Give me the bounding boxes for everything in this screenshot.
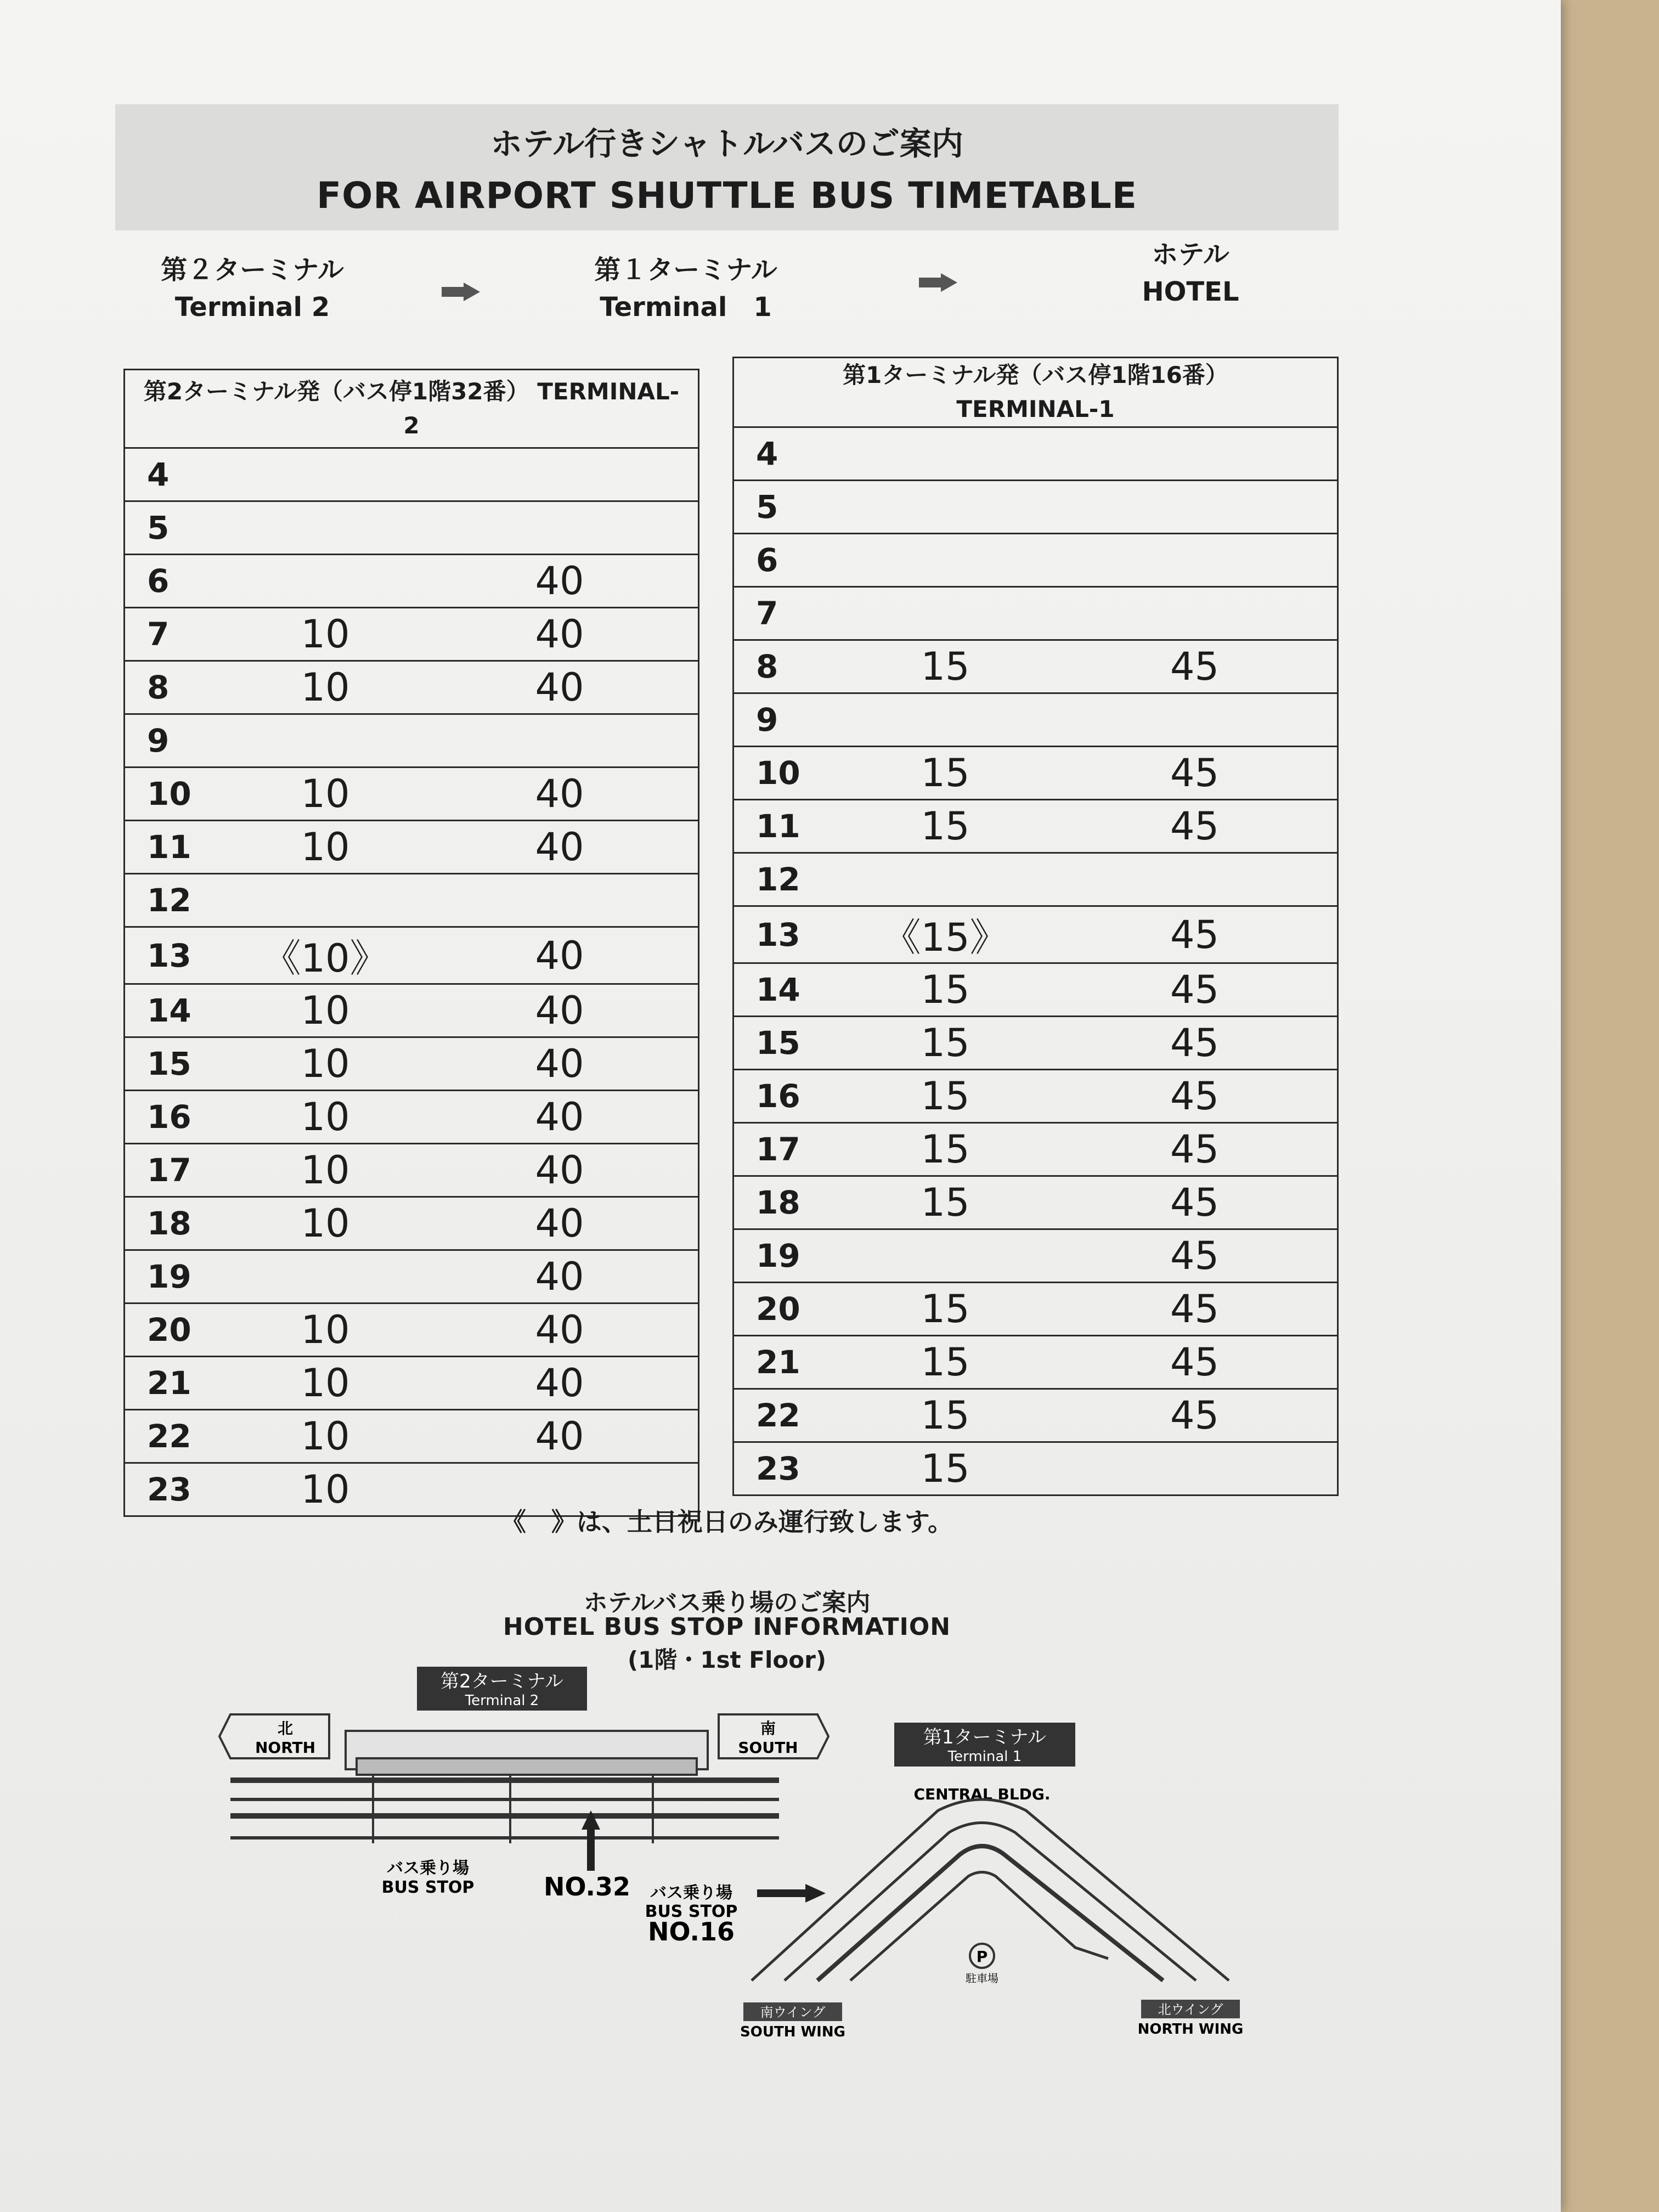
north-wing-label-en: NORTH WING <box>1137 2021 1244 2038</box>
table-row <box>125 768 699 821</box>
table-row <box>125 1037 699 1091</box>
hour-cell: 21 <box>756 1344 800 1381</box>
north-label-en: NORTH <box>255 1739 316 1757</box>
table-cell <box>125 874 699 927</box>
hour-cell: 8 <box>756 648 778 685</box>
timetable-header <box>733 358 1338 427</box>
table-row <box>733 1123 1338 1176</box>
central-building-label: CENTRAL BLDG. <box>913 1785 1051 1803</box>
hour-cell: 23 <box>147 1471 191 1508</box>
terminal1-label-en: Terminal 1 <box>947 1748 1022 1765</box>
table-cell <box>733 963 1338 1017</box>
minute-cell-second: 45 <box>1170 644 1220 689</box>
terminal2-label-en: Terminal 2 <box>465 1692 539 1709</box>
hour-cell: 7 <box>147 616 170 653</box>
minute-cell-first: 10 <box>301 1148 350 1193</box>
route-stop-jp: ホテル <box>1152 239 1229 270</box>
table-cell <box>125 448 699 501</box>
table-cell <box>733 1336 1338 1389</box>
table-row <box>733 1229 1338 1283</box>
minute-cell-second: 45 <box>1170 1286 1220 1331</box>
table-cell <box>125 821 699 874</box>
hour-cell: 11 <box>147 828 191 866</box>
north-wing-label-jp: 北ウイング <box>1158 2002 1223 2017</box>
minute-cell-second: 45 <box>1170 804 1220 849</box>
route-stop-en: Terminal 2 <box>174 292 330 323</box>
minute-cell-second: 40 <box>535 612 584 657</box>
minute-cell-first: 《15》 <box>882 915 1008 960</box>
table-row <box>125 555 699 608</box>
table-row <box>125 1144 699 1197</box>
timetable-terminal1 <box>732 357 1339 1496</box>
hour-cell: 8 <box>147 669 170 706</box>
table-row <box>733 963 1338 1017</box>
hour-cell: 12 <box>147 882 191 919</box>
table-cell <box>733 1123 1338 1176</box>
table-row <box>125 874 699 927</box>
hour-cell: 14 <box>147 992 191 1029</box>
hour-cell: 4 <box>147 456 170 493</box>
table-row <box>733 1336 1338 1389</box>
parking-label-jp: 駐車場 <box>966 1972 998 1985</box>
hour-cell: 5 <box>147 509 170 546</box>
table-cell <box>125 1037 699 1091</box>
table-cell <box>125 1357 699 1410</box>
minute-cell-first: 10 <box>301 988 350 1033</box>
header-line1: 第2ターミナル発（バス停1階32番） TERMINAL- <box>143 378 680 405</box>
hour-cell: 6 <box>147 562 170 600</box>
table-cell <box>733 427 1338 481</box>
route-stop-jp: 第１ターミナル <box>594 255 777 285</box>
minute-cell-second: 40 <box>535 1254 584 1299</box>
hour-cell: 19 <box>147 1258 191 1295</box>
table-cell <box>125 927 699 984</box>
hour-cell: 13 <box>756 916 800 953</box>
hour-cell: 10 <box>147 775 191 812</box>
minute-cell-second: 40 <box>535 825 584 870</box>
table-cell <box>733 587 1338 640</box>
table-row <box>733 747 1338 800</box>
timetable-terminal2 <box>123 369 699 1517</box>
minute-cell-first: 15 <box>921 1020 970 1065</box>
hour-cell: 22 <box>147 1418 191 1455</box>
table-cell <box>733 1283 1338 1336</box>
table-row <box>125 1091 699 1144</box>
hour-cell: 9 <box>756 701 778 738</box>
hour-cell: 20 <box>147 1311 191 1348</box>
minute-cell-second: 45 <box>1170 1074 1220 1119</box>
bus-stop-title-en: HOTEL BUS STOP INFORMATION <box>503 1613 951 1641</box>
table-row <box>125 1197 699 1250</box>
table-cell <box>125 1250 699 1304</box>
route-stop-en: Terminal 1 <box>600 292 772 323</box>
bus-stop-map <box>208 1651 1278 2057</box>
table-row <box>125 821 699 874</box>
hour-cell: 16 <box>756 1077 800 1115</box>
table-cell <box>733 1442 1338 1496</box>
table-row <box>125 661 699 714</box>
minute-cell-first: 15 <box>921 967 970 1012</box>
hour-cell: 7 <box>756 595 778 632</box>
table-row <box>125 448 699 501</box>
minute-cell-first: 15 <box>921 1074 970 1119</box>
table-row <box>733 1070 1338 1123</box>
table-row <box>125 984 699 1037</box>
table-cell <box>733 534 1338 587</box>
route-stop-jp: 第２ターミナル <box>161 255 344 285</box>
minute-cell-second: 45 <box>1170 1127 1220 1172</box>
minute-cell-first: 15 <box>921 1340 970 1385</box>
hour-cell: 10 <box>756 754 800 792</box>
hour-cell: 20 <box>756 1290 800 1328</box>
table-cell <box>733 1176 1338 1229</box>
table-cell <box>733 1229 1338 1283</box>
minute-cell-second: 40 <box>535 1361 584 1406</box>
minute-cell-first: 《10》 <box>262 936 388 981</box>
bus-stop-label-jp: バス乗り場 <box>650 1883 732 1903</box>
minute-cell-first: 10 <box>301 1467 350 1512</box>
table-cell <box>733 481 1338 534</box>
minute-cell-first: 15 <box>921 1393 970 1438</box>
title-english: FOR AIRPORT SHUTTLE BUS TIMETABLE <box>317 174 1137 217</box>
hour-cell: 12 <box>756 861 800 898</box>
arrow-right-icon <box>757 1884 826 1903</box>
table-row <box>733 534 1338 587</box>
table-row <box>733 1389 1338 1442</box>
table-cell <box>733 800 1338 853</box>
table-row <box>733 1176 1338 1229</box>
minute-cell-first: 10 <box>301 1414 350 1459</box>
table-cell <box>733 640 1338 693</box>
table-cell <box>125 661 699 714</box>
weekend-note: 《 》は、土日祝日のみ運行致します。 <box>500 1507 953 1537</box>
table-cell <box>125 768 699 821</box>
hour-cell: 18 <box>756 1184 800 1221</box>
table-row <box>733 640 1338 693</box>
table-row <box>125 501 699 555</box>
minute-cell-first: 15 <box>921 804 970 849</box>
hour-cell: 15 <box>756 1024 800 1062</box>
hour-cell: 4 <box>756 435 778 472</box>
minute-cell-first: 10 <box>301 1307 350 1352</box>
table-cell <box>125 1410 699 1463</box>
table-row <box>125 1304 699 1357</box>
minute-cell-first: 10 <box>301 1361 350 1406</box>
minute-cell-second: 45 <box>1170 751 1220 795</box>
minute-cell-first: 15 <box>921 1446 970 1491</box>
route-stop-en: HOTEL <box>1142 276 1239 307</box>
table-row <box>733 1442 1338 1496</box>
minute-cell-first: 15 <box>921 751 970 795</box>
table-cell <box>733 1070 1338 1123</box>
table-cell <box>125 1304 699 1357</box>
minute-cell-second: 45 <box>1170 1180 1220 1225</box>
minute-cell-first: 15 <box>921 1127 970 1172</box>
table-cell <box>125 501 699 555</box>
table-row <box>733 587 1338 640</box>
hour-cell: 9 <box>147 722 170 759</box>
hour-cell: 11 <box>756 808 800 845</box>
hour-cell: 19 <box>756 1237 800 1274</box>
table-row <box>125 714 699 768</box>
table-row <box>125 1357 699 1410</box>
hour-cell: 15 <box>147 1045 191 1082</box>
hour-cell: 23 <box>756 1450 800 1487</box>
table-cell <box>733 853 1338 906</box>
minute-cell-first: 10 <box>301 771 350 816</box>
bus-stop-floor: (1階・1st Floor) <box>627 1646 827 1673</box>
bus-stop-label-en: BUS STOP <box>645 1902 738 1921</box>
route-stop-terminal1 <box>571 251 801 326</box>
table-cell <box>733 906 1338 963</box>
hour-cell: 21 <box>147 1364 191 1402</box>
minute-cell-first: 15 <box>921 1286 970 1331</box>
table-cell <box>125 1197 699 1250</box>
terminal2-label-jp: 第2ターミナル <box>441 1671 563 1692</box>
minute-cell-first: 10 <box>301 1041 350 1086</box>
header-line2: TERMINAL-1 <box>956 396 1115 422</box>
stop-number-16: NO.16 <box>647 1917 735 1946</box>
minute-cell-first: 10 <box>301 612 350 657</box>
minute-cell-first: 10 <box>301 1201 350 1246</box>
table-row <box>733 906 1338 963</box>
parking-symbol: P <box>976 1948 988 1966</box>
route-stop-terminal2 <box>137 251 368 326</box>
minute-cell-second: 45 <box>1170 1393 1220 1438</box>
table-cell <box>733 747 1338 800</box>
arrow-right-icon <box>442 283 480 301</box>
table-row <box>733 800 1338 853</box>
minute-cell-second: 40 <box>535 1041 584 1086</box>
table-row <box>733 693 1338 747</box>
minute-cell-second: 40 <box>535 558 584 603</box>
minute-cell-first: 10 <box>301 825 350 870</box>
table-row <box>733 481 1338 534</box>
north-label-jp: 北 <box>277 1719 294 1737</box>
table-cell <box>125 555 699 608</box>
hour-cell: 5 <box>756 488 778 526</box>
table-cell <box>125 984 699 1037</box>
minute-cell-second: 45 <box>1170 1020 1220 1065</box>
hour-cell: 18 <box>147 1205 191 1242</box>
south-wing-label-jp: 南ウイング <box>760 2005 826 2020</box>
minute-cell-second: 45 <box>1170 1233 1220 1278</box>
table-cell <box>125 1144 699 1197</box>
bus-stop-label-jp: バス乗り場 <box>387 1859 469 1878</box>
table-row <box>125 1250 699 1304</box>
table-cell <box>733 693 1338 747</box>
minute-cell-second: 45 <box>1170 967 1220 1012</box>
table-cell <box>733 1017 1338 1070</box>
table-cell <box>733 1389 1338 1442</box>
title-japanese: ホテル行きシャトルバスのご案内 <box>490 125 963 162</box>
table-row <box>125 608 699 661</box>
table-cell <box>125 1091 699 1144</box>
bus-stop-title-jp: ホテルバス乗り場のご案内 <box>583 1589 871 1617</box>
table-row <box>733 1283 1338 1336</box>
minute-cell-second: 45 <box>1170 912 1220 957</box>
hour-cell: 13 <box>147 936 191 974</box>
header-line2: 2 <box>403 412 420 439</box>
table-row <box>733 1017 1338 1070</box>
header-line1: 第1ターミナル発（バス停1階16番） <box>843 362 1228 388</box>
minute-cell-first: 10 <box>301 1094 350 1139</box>
route-stop-hotel <box>1097 236 1284 311</box>
bus-stop-label-en: BUS STOP <box>381 1878 475 1897</box>
minute-cell-second: 40 <box>535 665 584 710</box>
south-wing-label-en: SOUTH WING <box>740 2024 845 2040</box>
hour-cell: 22 <box>756 1397 800 1434</box>
minute-cell-second: 40 <box>535 1148 584 1193</box>
minute-cell-second: 40 <box>535 771 584 816</box>
hour-cell: 14 <box>756 971 800 1008</box>
timetable-header <box>125 370 699 448</box>
minute-cell-first: 15 <box>921 1180 970 1225</box>
hour-cell: 17 <box>147 1152 191 1189</box>
south-label-en: SOUTH <box>738 1739 798 1757</box>
table-cell <box>125 608 699 661</box>
minute-cell-second: 40 <box>535 1201 584 1246</box>
terminal1-roads <box>752 1799 1229 1980</box>
minute-cell-second: 40 <box>535 1307 584 1352</box>
minute-cell-second: 40 <box>535 988 584 1033</box>
minute-cell-second: 45 <box>1170 1340 1220 1385</box>
table-cell <box>125 714 699 768</box>
terminal1-label-jp: 第1ターミナル <box>923 1726 1046 1748</box>
minute-cell-second: 40 <box>535 933 584 978</box>
minute-cell-first: 10 <box>301 665 350 710</box>
table-row <box>733 427 1338 481</box>
table-row <box>125 1410 699 1463</box>
south-label-jp: 南 <box>760 1719 776 1737</box>
table-row <box>733 853 1338 906</box>
minute-cell-second: 40 <box>535 1414 584 1459</box>
minute-cell-second: 40 <box>535 1094 584 1139</box>
table-row <box>125 927 699 984</box>
stop-number-32: NO.32 <box>543 1872 631 1901</box>
arrow-up-icon <box>582 1810 600 1871</box>
minute-cell-first: 15 <box>921 644 970 689</box>
hour-cell: 17 <box>756 1131 800 1168</box>
arrow-right-icon <box>919 273 957 292</box>
hour-cell: 6 <box>756 541 778 579</box>
hour-cell: 16 <box>147 1098 191 1136</box>
